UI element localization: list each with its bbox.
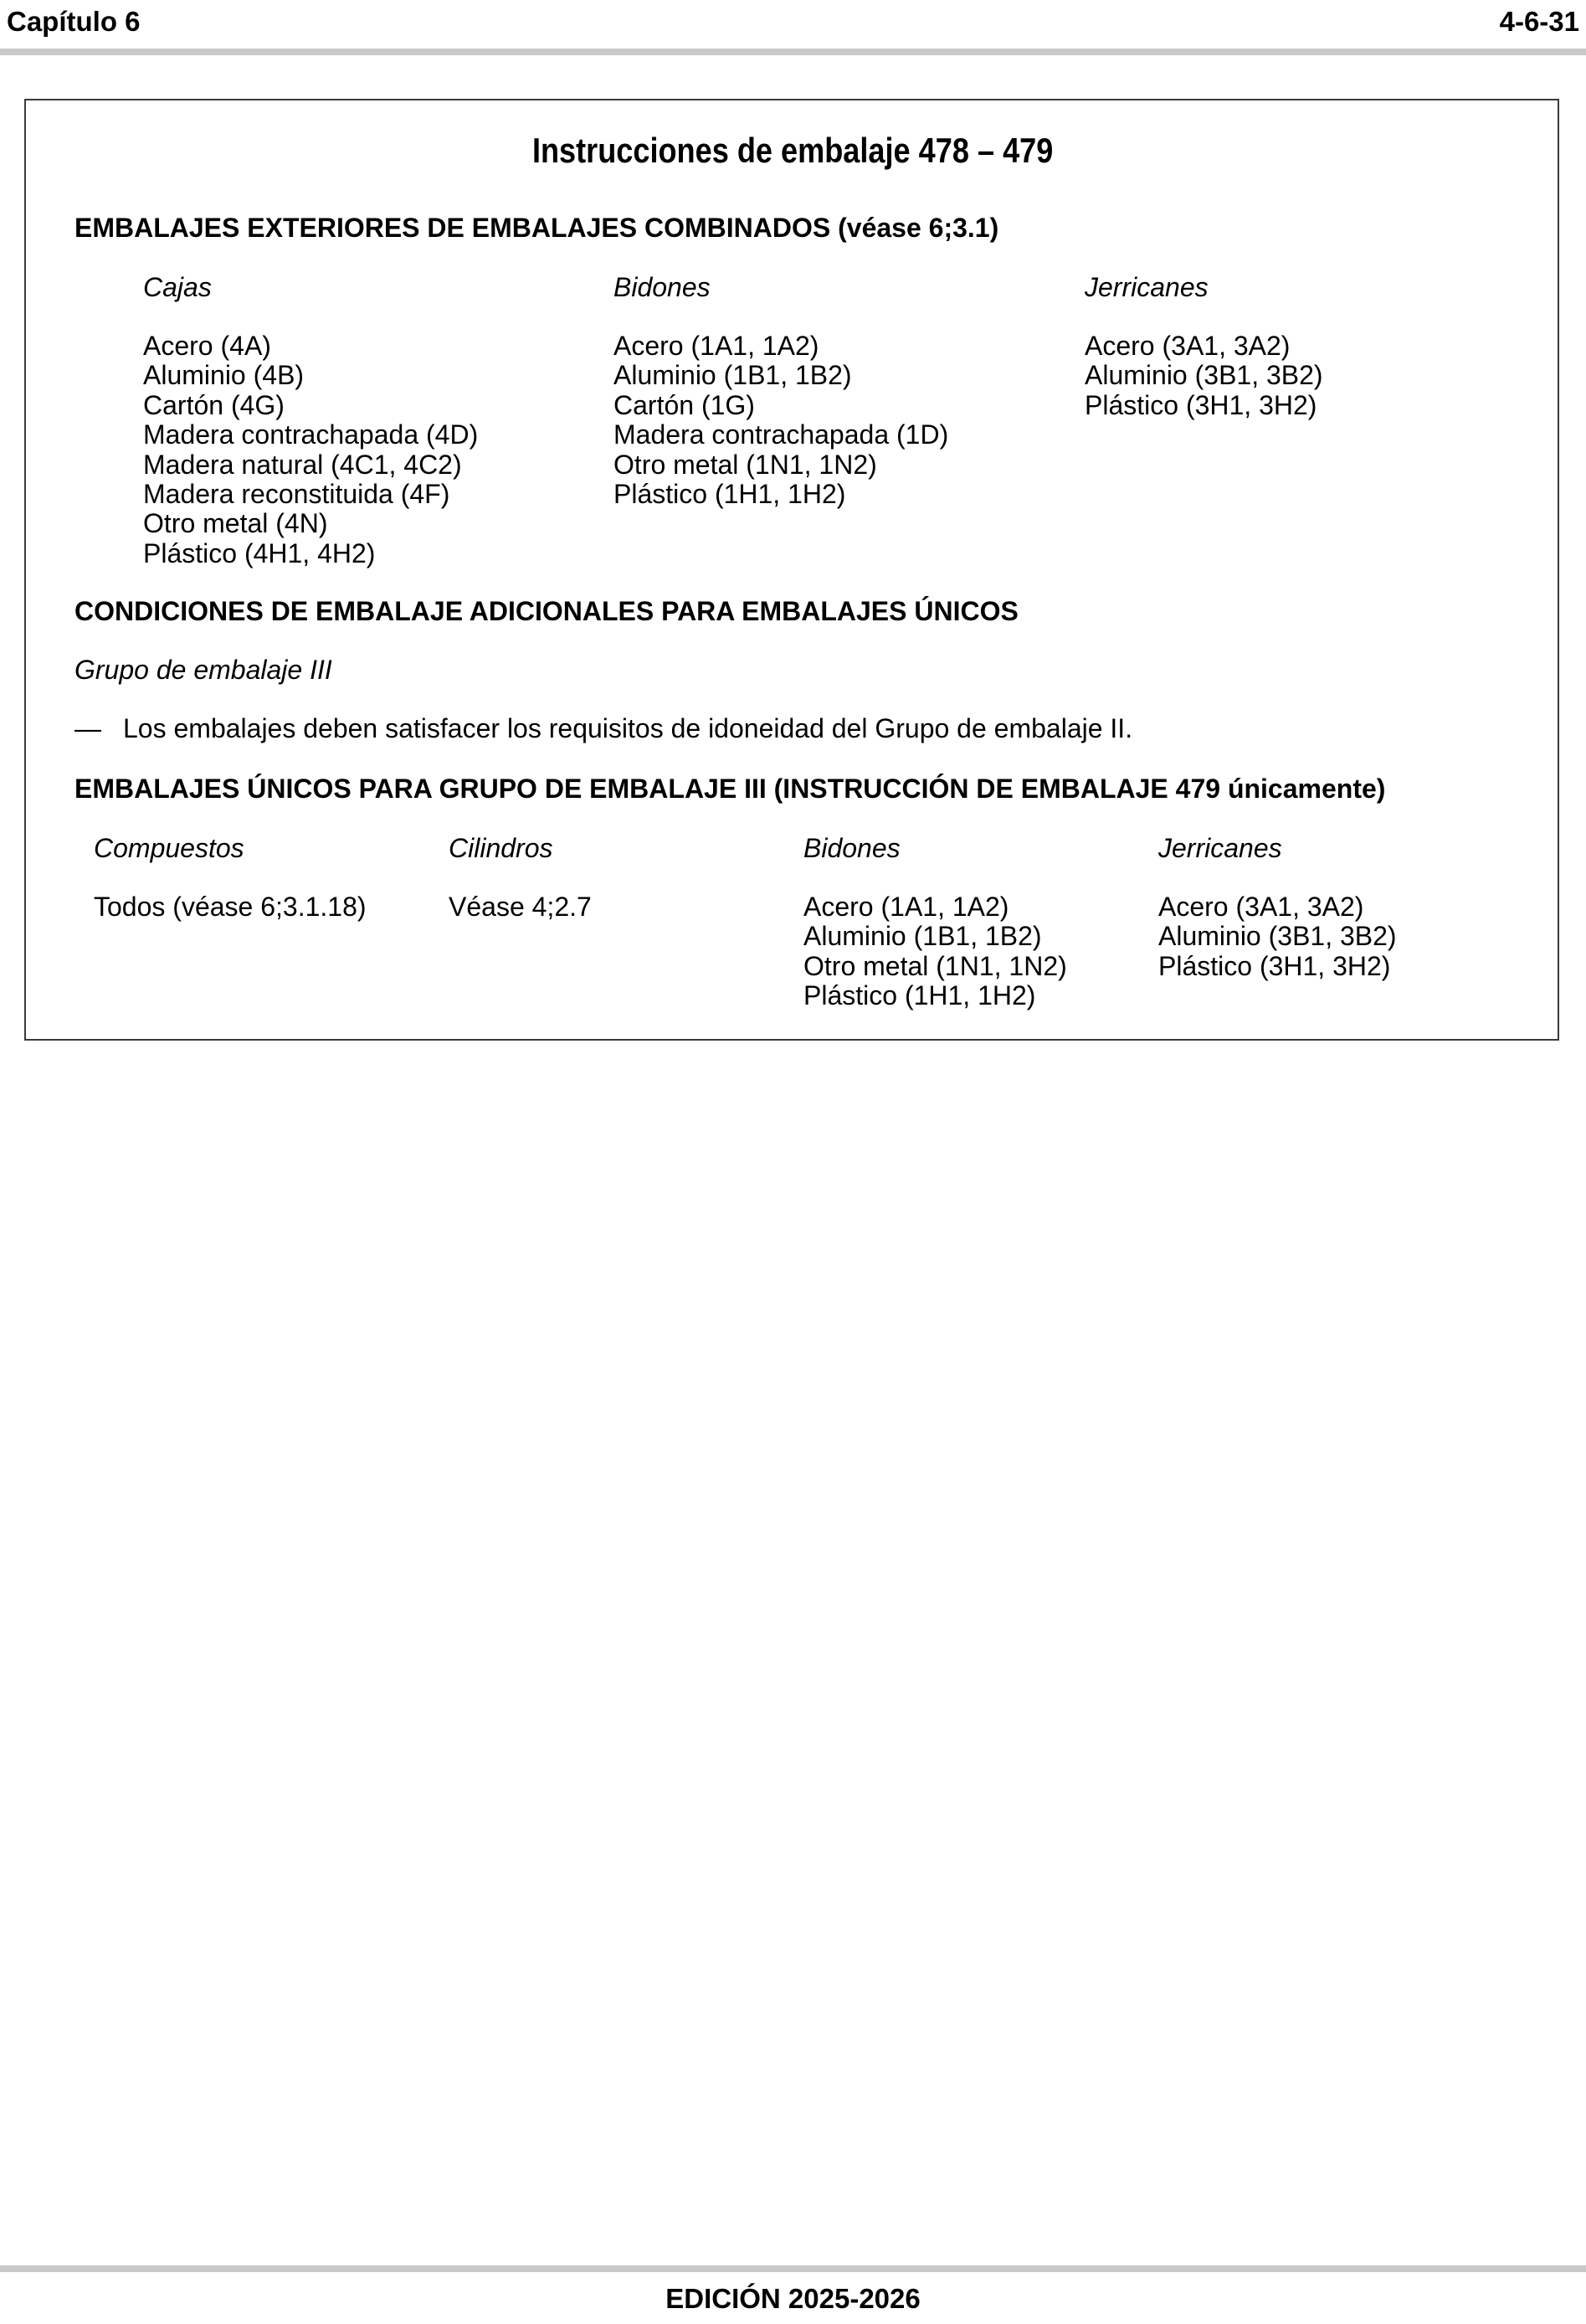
list-item: Otro metal (1N1, 1N2) xyxy=(803,950,1067,981)
list-item: Cartón (4G) xyxy=(143,389,285,420)
column-header: Compuestos xyxy=(94,833,244,863)
list-item: Acero (4A) xyxy=(143,331,271,361)
column-header: Bidones xyxy=(613,272,711,302)
requirement-note xyxy=(74,712,1132,745)
list-item: Madera reconstituida (4F) xyxy=(143,479,450,510)
list-item: Aluminio (3B1, 3B2) xyxy=(1085,360,1323,391)
single-column-cilindros xyxy=(449,834,592,922)
list-item: Otro metal (1N1, 1N2) xyxy=(613,449,877,480)
outer-column-cajas xyxy=(143,273,478,568)
outer-column-jerricanes xyxy=(1085,273,1323,420)
list-item: Madera natural (4C1, 4C2) xyxy=(143,449,462,480)
column-header: Cajas xyxy=(143,272,212,302)
additional-conditions-heading: CONDICIONES DE EMBALAJE ADICIONALES PARA EMBALAJES ÚNICOS xyxy=(74,596,1019,626)
list-item: Plástico (1H1, 1H2) xyxy=(613,479,846,510)
column-header: Jerricanes xyxy=(1085,272,1209,302)
list-item: Véase 4;2.7 xyxy=(449,892,592,922)
column-header: Bidones xyxy=(803,833,901,863)
single-column-compuestos xyxy=(94,834,367,922)
list-item: Plástico (1H1, 1H2) xyxy=(803,980,1036,1011)
packing-group-label: Grupo de embalaje III xyxy=(74,655,332,685)
list-item: Cartón (1G) xyxy=(613,389,755,420)
column-header: Cilindros xyxy=(449,833,553,863)
list-item: Aluminio (1B1, 1B2) xyxy=(803,921,1042,952)
single-packagings-heading: EMBALAJES ÚNICOS PARA GRUPO DE EMBALAJE III (INSTRUCCIÓN DE EMBALAJE 479 únicamente) xyxy=(74,774,1386,804)
list-item: Otro metal (4N) xyxy=(143,508,328,539)
edition-footer: EDICIÓN 2025-2026 xyxy=(665,2283,921,2314)
single-column-jerricanes xyxy=(1158,834,1397,981)
page-number: 4-6-31 xyxy=(1499,6,1579,37)
list-item: Madera contrachapada (4D) xyxy=(143,419,479,450)
list-item: Todos (véase 6;3.1.18) xyxy=(94,892,367,922)
list-item: Aluminio (3B1, 3B2) xyxy=(1158,921,1397,952)
single-column-bidones xyxy=(803,834,1067,1011)
page-title: Instrucciones de embalaje 478 – 479 xyxy=(531,131,1054,170)
list-item: Aluminio (4B) xyxy=(143,360,305,391)
list-item: Acero (3A1, 3A2) xyxy=(1158,892,1364,922)
list-item: Plástico (3H1, 3H2) xyxy=(1158,950,1391,981)
outer-column-bidones xyxy=(613,273,948,509)
list-item: Plástico (3H1, 3H2) xyxy=(1085,389,1317,420)
list-item: Acero (1A1, 1A2) xyxy=(613,331,819,361)
header-divider xyxy=(0,49,1586,55)
footer-divider xyxy=(0,2265,1586,2272)
chapter-label: Capítulo 6 xyxy=(7,6,141,37)
list-item: Acero (1A1, 1A2) xyxy=(803,892,1009,922)
list-item: Aluminio (1B1, 1B2) xyxy=(613,360,852,391)
note-text: Los embalajes deben satisfacer los requisitos de idoneidad del Grupo de embalaje II. xyxy=(123,713,1133,743)
column-header: Jerricanes xyxy=(1158,833,1282,863)
list-item: Acero (3A1, 3A2) xyxy=(1085,331,1291,361)
list-item: Madera contrachapada (1D) xyxy=(613,419,949,450)
outer-packagings-heading: EMBALAJES EXTERIORES DE EMBALAJES COMBINADOS (véase 6;3.1) xyxy=(74,213,999,243)
list-item: Plástico (4H1, 4H2) xyxy=(143,537,376,568)
em-dash: — xyxy=(74,713,101,743)
